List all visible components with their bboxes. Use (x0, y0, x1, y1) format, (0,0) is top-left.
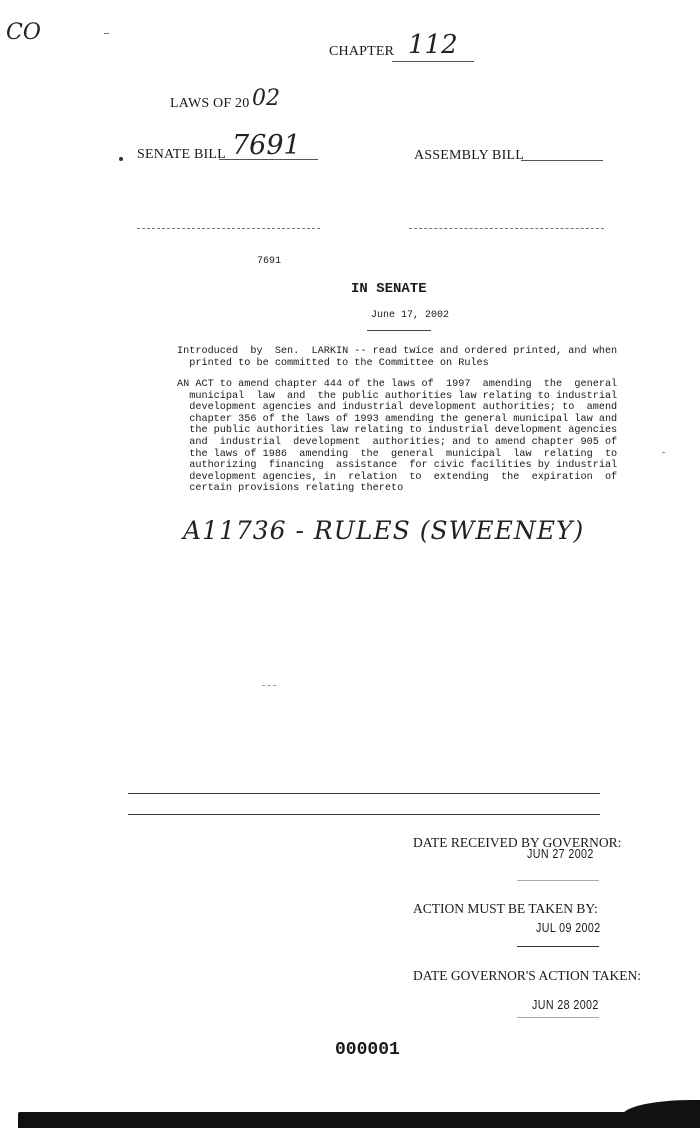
chapter-label: CHAPTER (329, 44, 395, 59)
divider-top (128, 793, 600, 794)
senate-bill-label: SENATE BILL (137, 147, 226, 162)
house-title: IN SENATE (351, 281, 427, 297)
introduced-paragraph (177, 346, 617, 369)
assembly-bill-label: ASSEMBLY BILL (414, 148, 524, 163)
introduced-line: printed to be committed to the Committee on Rules (177, 357, 489, 369)
introduced-line: Introduced by Sen. LARKIN -- read twice and ordered printed, and when (177, 346, 618, 357)
laws-label: LAWS OF 20 (170, 96, 250, 111)
stray-mark (104, 33, 109, 34)
act-line: development agencies and industrial development authorities; to amend (177, 402, 618, 414)
act-line: chapter 356 of the laws of 1993 amending the general municipal law and (177, 413, 618, 425)
scan-edge-curl (622, 1100, 700, 1116)
scan-edge-bar (18, 1112, 700, 1128)
bill-number-small: 7691 (257, 256, 282, 267)
act-line: certain provisions relating thereto (177, 483, 404, 495)
senate-bill-number: 7691 (232, 130, 301, 161)
act-line: development agencies, in relation to extending the expiration of (177, 471, 618, 483)
act-line: AN ACT to amend chapter 444 of the laws of 1997 amending the general (177, 379, 618, 390)
corner-mark: CO (6, 20, 41, 45)
action-taken-date-stamp: JUN 28 2002 (532, 997, 599, 1012)
act-line: the public authorities law relating to industrial development agencies (177, 425, 618, 437)
action-by-date-stamp: JUL 09 2002 (536, 920, 601, 935)
action-by-line (517, 946, 599, 947)
stray-dash (662, 452, 665, 453)
senate-bill-line (219, 159, 318, 160)
chapter-line (392, 61, 474, 62)
action-by-label: ACTION MUST BE TAKEN BY: (413, 901, 598, 916)
received-line (517, 880, 599, 881)
assembly-bill-line (521, 160, 603, 161)
stray-dash (262, 685, 276, 686)
blank-line-left (137, 228, 320, 229)
act-line: the laws of 1986 amending the general municipal law relating to (177, 448, 618, 460)
chapter-number: 112 (408, 30, 458, 60)
page-number: 000001 (335, 1040, 400, 1060)
act-line: authorizing financing assistance for civic facilities by industrial (177, 460, 618, 472)
laws-year: 02 (252, 86, 280, 111)
handwritten-note: A11736 - RULES (SWEENEY) (183, 516, 585, 545)
received-date-stamp: JUN 27 2002 (527, 846, 594, 861)
action-taken-line (517, 1017, 599, 1018)
act-line: municipal law and the public authorities law relating to industrial (177, 390, 618, 402)
divider-bottom (128, 814, 600, 815)
date-underline (367, 330, 431, 331)
bullet-mark (119, 157, 123, 161)
received-label: DATE RECEIVED BY GOVERNOR: (413, 835, 622, 850)
act-line: and industrial development authorities; and to amend chapter 905 of (177, 436, 618, 448)
action-taken-label: DATE GOVERNOR'S ACTION TAKEN: (413, 968, 641, 983)
blank-line-right (409, 228, 604, 229)
intro-date: June 17, 2002 (371, 310, 450, 321)
act-paragraph (177, 379, 617, 495)
